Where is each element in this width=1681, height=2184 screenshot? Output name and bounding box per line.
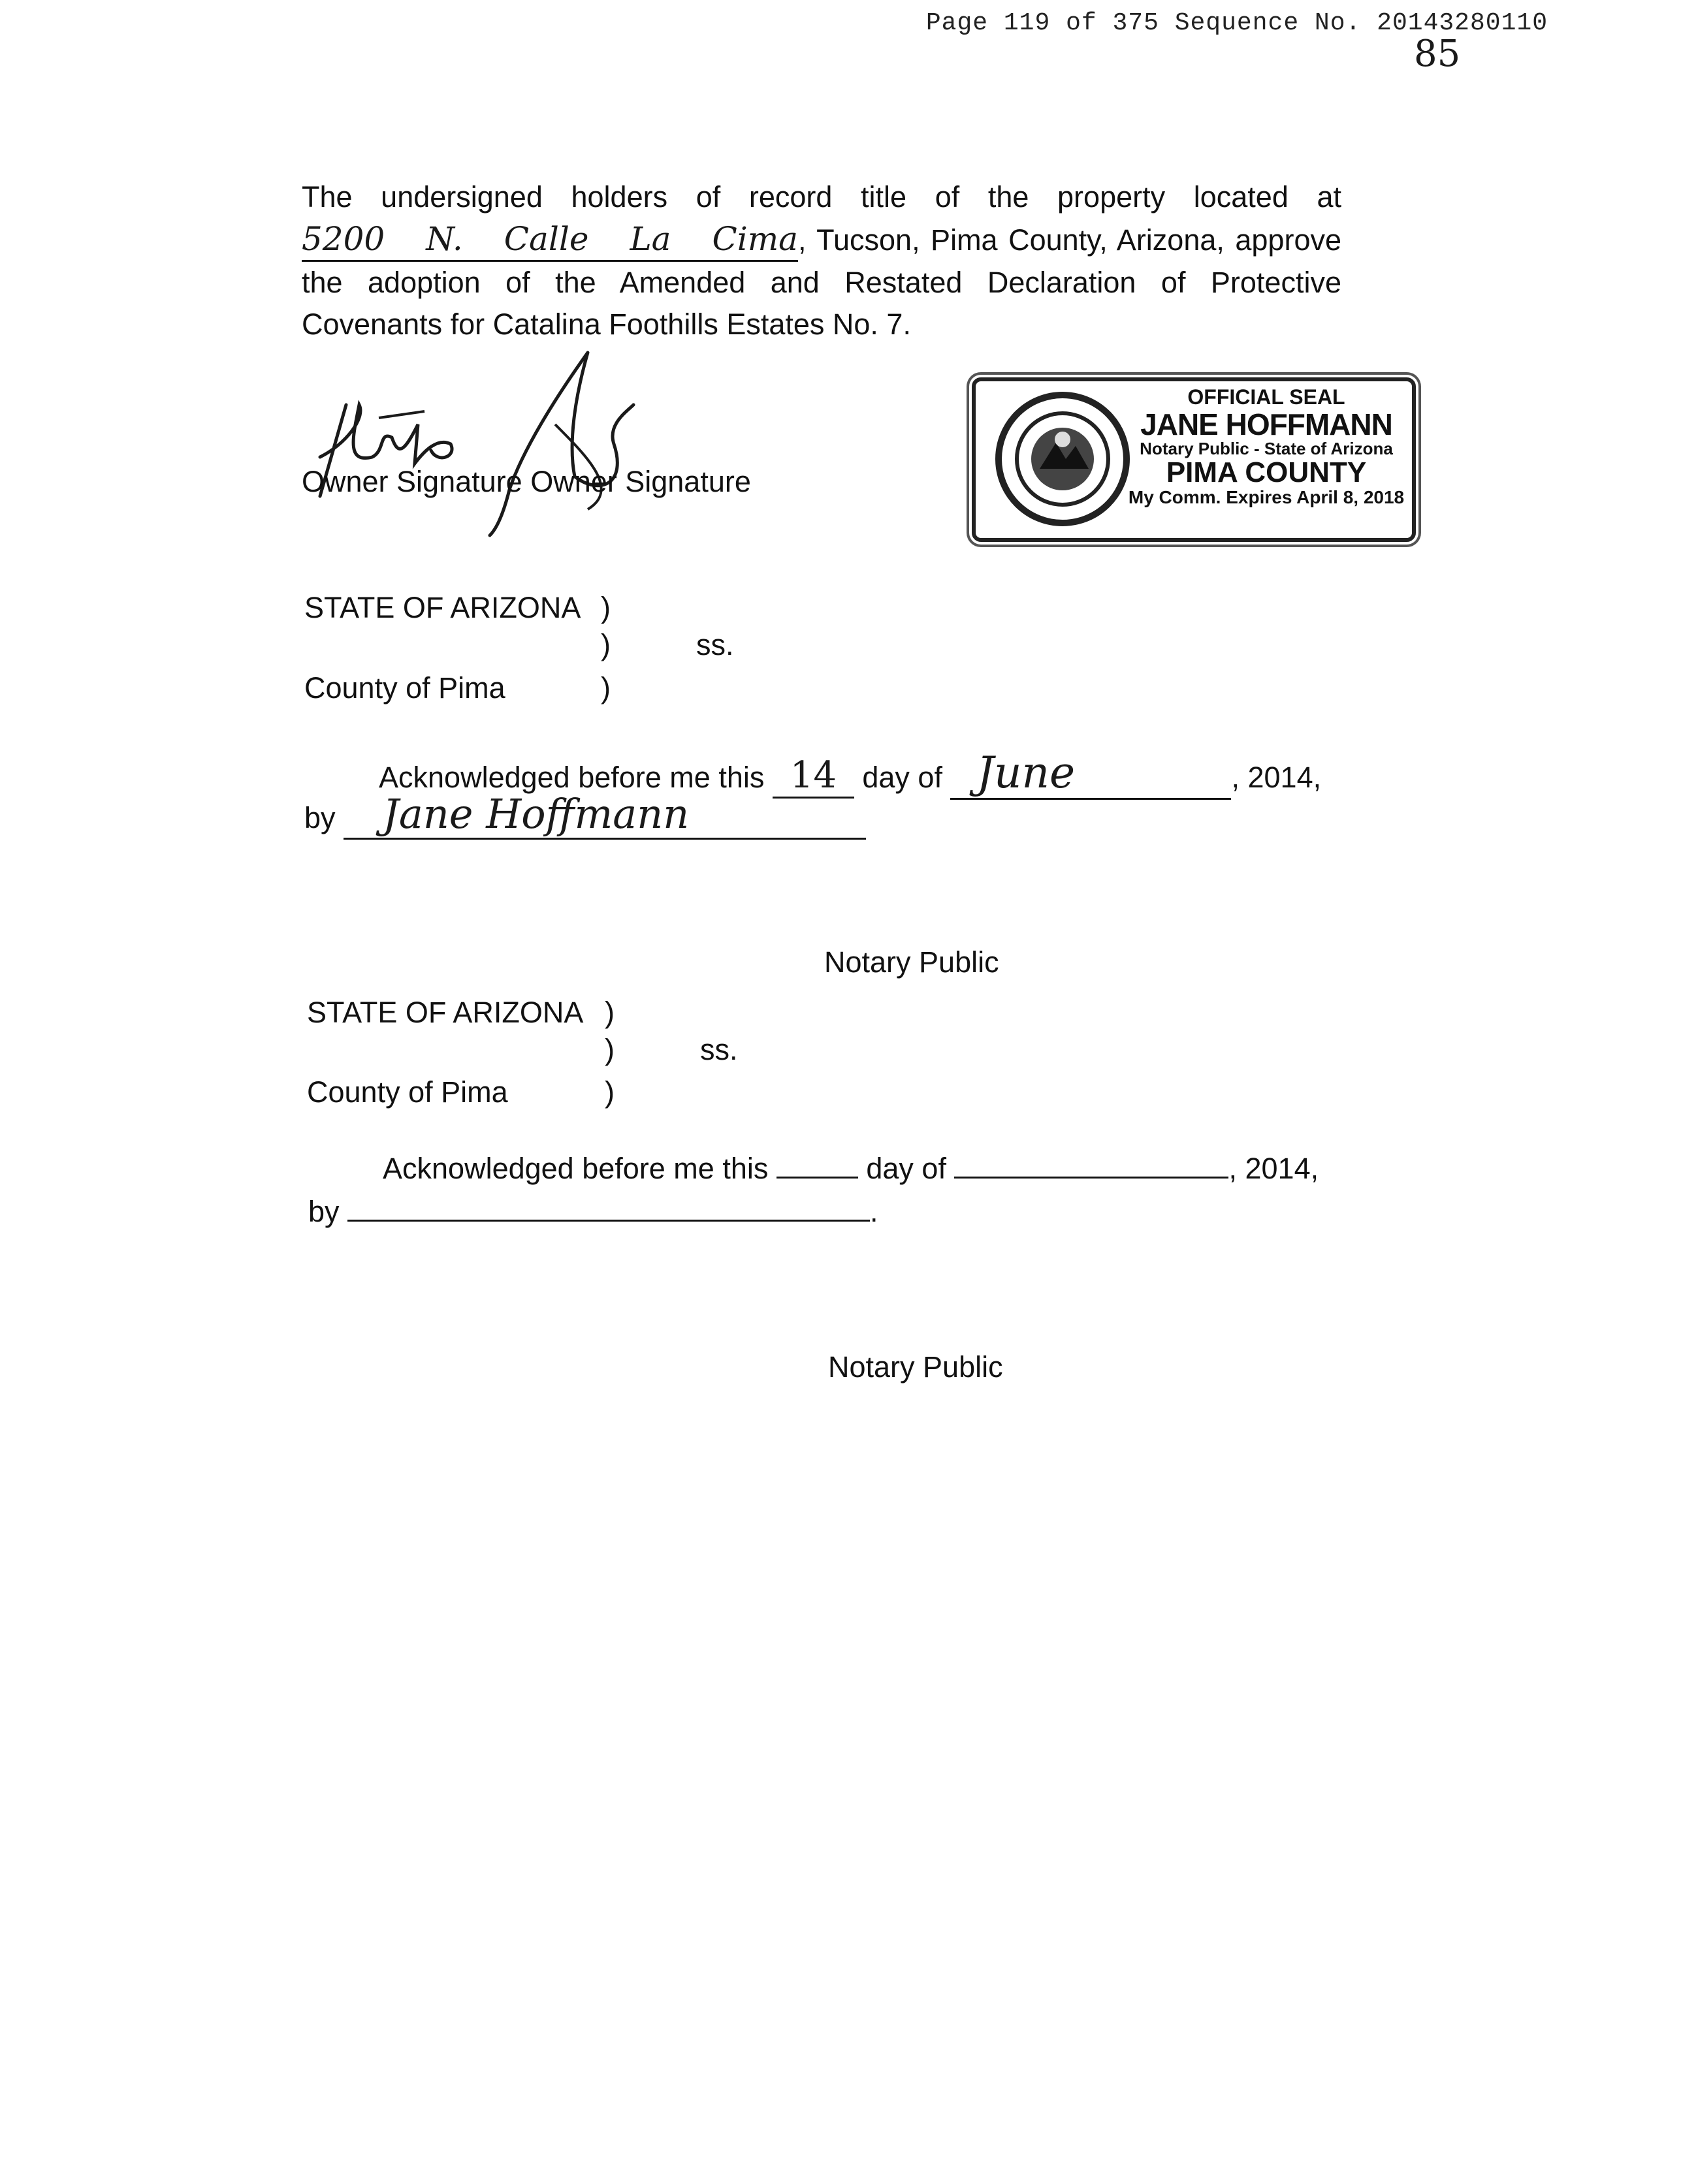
block2-month-blank — [954, 1150, 1228, 1179]
intro-line-4: Covenants for Catalina Foothills Estates No. 7. — [302, 308, 911, 341]
block2-ack-line — [383, 1150, 1319, 1186]
block2-paren-2: ) — [605, 1033, 615, 1066]
block1-notary-public: Notary Public — [824, 945, 999, 979]
handwritten-page-number: 85 — [1414, 33, 1461, 75]
seal-line-1: OFFICIAL SEAL — [1187, 385, 1345, 409]
block2-ack-prefix: Acknowledged before me this — [383, 1152, 769, 1185]
block2-by-line — [308, 1194, 878, 1229]
arizona-state-seal-icon — [994, 390, 1131, 528]
owner-signature-label-2: Owner Signature — [530, 465, 751, 498]
block1-day-of: day of — [862, 761, 942, 794]
block1-paren-2: ) — [601, 628, 611, 661]
block2-year: , 2014, — [1228, 1152, 1319, 1185]
block1-by: by — [304, 801, 336, 834]
block1-paren-3: ) — [601, 671, 611, 704]
block2-by-end: . — [870, 1195, 878, 1228]
signature-labels — [302, 465, 751, 499]
intro-line-1: The undersigned holders of record title of the property located at — [302, 180, 1341, 214]
seal-line-5: My Comm. Expires April 8, 2018 — [1128, 487, 1405, 508]
official-notary-seal — [972, 377, 1416, 542]
block2-ss: ss. — [700, 1033, 738, 1066]
seal-line-3: Notary Public - State of Arizona — [1140, 438, 1393, 458]
block1-ss: ss. — [696, 628, 734, 661]
block1-paren-1: ) — [601, 591, 611, 624]
block1-by-value: Jane Hoffmann — [344, 790, 866, 840]
intro-line-3: the adoption of the Amended and Restated Declaration of Protective — [302, 266, 1341, 299]
seal-line-2: JANE HOFFMANN — [1140, 407, 1392, 441]
block2-by: by — [308, 1195, 340, 1228]
block1-year: , 2014, — [1231, 761, 1322, 794]
block2-day-of: day of — [866, 1152, 946, 1185]
block2-state: STATE OF ARIZONA — [307, 996, 584, 1029]
block2-paren-1: ) — [605, 996, 615, 1029]
block2-paren-3: ) — [605, 1075, 615, 1109]
block1-ack-prefix: Acknowledged before me this — [379, 761, 765, 794]
block2-county: County of Pima — [307, 1075, 508, 1109]
approval-paragraph — [302, 176, 1341, 345]
block1-county: County of Pima — [304, 671, 505, 704]
intro-line-2-rest: , Tucson, Pima County, Arizona, approve — [798, 223, 1341, 257]
block1-month-value: June — [950, 748, 1231, 800]
handwritten-address: 5200 N. Calle La Cima — [302, 218, 798, 262]
sequence-header: Page 119 of 375 Sequence No. 20143280110 — [925, 9, 1548, 37]
seal-line-4: PIMA COUNTY — [1166, 456, 1367, 489]
intro-line-2 — [302, 218, 1341, 262]
block1-by-line — [304, 790, 866, 840]
block2-day-blank — [776, 1150, 858, 1179]
block1-day-value: 14 — [773, 754, 854, 799]
block2-by-blank — [347, 1194, 870, 1222]
block1-state: STATE OF ARIZONA — [304, 591, 581, 624]
owner-signature-2 — [457, 346, 666, 542]
block2-notary-public: Notary Public — [828, 1350, 1003, 1384]
owner-signature-label-1: Owner Signature — [302, 465, 522, 498]
